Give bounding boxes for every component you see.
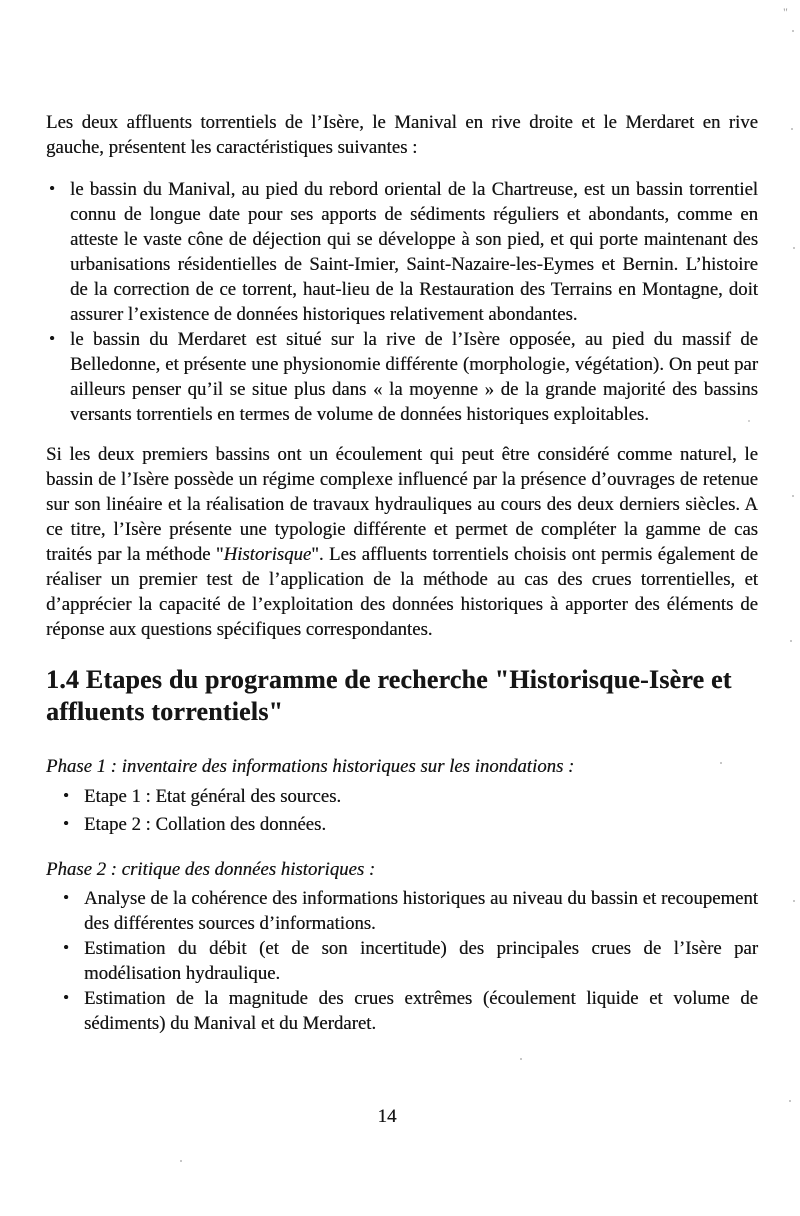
phase2-section bbox=[46, 857, 758, 1036]
scan-artifact-quote: " bbox=[783, 5, 788, 19]
section-heading-line2: affluents torrentiels" bbox=[46, 697, 284, 726]
phase1-step-list bbox=[46, 783, 758, 839]
scan-speck bbox=[789, 1100, 791, 1102]
scan-speck bbox=[520, 1058, 522, 1060]
step-text: Estimation de la magnitude des crues extrêmes (écoulement liquide et volume de sédiments) du Manival et du Merdaret. bbox=[84, 988, 758, 1034]
step-text: Estimation du débit (et de son incertitude) des principales crues de l’Isère par modélisation hydraulique. bbox=[84, 938, 758, 984]
list-item bbox=[46, 327, 758, 427]
scan-speck bbox=[748, 420, 750, 422]
bullet-icon: • bbox=[63, 938, 69, 957]
paragraph-text: ". Les affluents torrentiels choisis ont permis également de réaliser un premier test de l’application de la méthode au cas des crues torrentielles, et d’apprécier la capacité de l’exploitation des données historiques à apporter des éléments de réponse aux questions spécifiques correspondantes. bbox=[46, 544, 758, 640]
bullet-text-merdaret: le bassin du Merdaret est situé sur la rive de l’Isère opposée, au pied du massif de Belledonne, et présente une physionomie différente (morphologie, végétation). On peut par ailleurs penser qu’il se situe plus dans « la moyenne » de la grande majorité des bassins versants torrentiels en termes de volume de données historiques exploitables. bbox=[70, 329, 758, 425]
phase2-label: Phase 2 : critique des données historiques : bbox=[46, 859, 376, 880]
discussion-paragraph bbox=[46, 442, 758, 642]
step-text: Etape 2 : Collation des données. bbox=[84, 814, 327, 835]
intro-paragraph: Les deux affluents torrentiels de l’Isère, le Manival en rive droite et le Merdaret en rive gauche, présentent les caractéristiques suivantes : bbox=[46, 112, 758, 158]
scan-speck bbox=[793, 247, 795, 249]
paragraph-text: Si les deux premiers bassins ont un écoulement qui peut être considéré comme naturel, le bassin de l’Isère possède un régime complexe influencé par la présence d’ouvrages de retenue sur son linéaire et la réalisation de travaux hydrauliques au cours des deux derniers siècles. A ce titre, l’Isère présente une typologie différente et permet de compléter la gamme de cas traités par la méthode " bbox=[46, 444, 758, 565]
bullet-icon: • bbox=[63, 786, 69, 805]
bullet-icon: • bbox=[63, 814, 69, 833]
bullet-icon: • bbox=[49, 179, 55, 198]
scan-speck bbox=[792, 30, 794, 32]
list-item bbox=[46, 936, 758, 986]
scan-speck bbox=[720, 762, 722, 764]
section-heading bbox=[46, 664, 758, 728]
method-name-italic: Historisque bbox=[223, 544, 312, 565]
scan-speck bbox=[793, 900, 795, 902]
bullet-text-manival: le bassin du Manival, au pied du rebord oriental de la Chartreuse, est un bassin torrentiel connu de longue date pour ses apports de sédiments réguliers et abondants, comme en atteste le vaste cône de déjection qui se développe à son pied, et qui porte maintenant des urbanisations résidentielles de Saint-Imier, Saint-Nazaire-les-Eymes et Bernin. L’histoire de la correction de ce torrent, haut-lieu de la Restauration des Terrains en Montagne, doit assurer l’existence de données historiques relativement abondantes. bbox=[70, 179, 758, 325]
step-text: Etape 1 : Etat général des sources. bbox=[84, 786, 342, 807]
bullet-icon: • bbox=[63, 988, 69, 1007]
bullet-icon: • bbox=[49, 329, 55, 348]
phase2-step-list bbox=[46, 886, 758, 1036]
list-item bbox=[46, 986, 758, 1036]
scan-speck bbox=[180, 1160, 182, 1162]
list-item bbox=[46, 886, 758, 936]
basin-bullet-list bbox=[46, 177, 758, 427]
bullet-icon: • bbox=[63, 888, 69, 907]
list-item bbox=[46, 177, 758, 327]
phase1-section bbox=[46, 754, 758, 839]
section-heading-line1: 1.4 Etapes du programme de recherche "Historisque-Isère et bbox=[46, 665, 732, 694]
scan-speck bbox=[792, 495, 794, 497]
scan-speck bbox=[790, 640, 792, 642]
page-number: 14 bbox=[377, 1106, 397, 1127]
list-item bbox=[46, 783, 758, 811]
phase1-label: Phase 1 : inventaire des informations historiques sur les inondations : bbox=[46, 756, 575, 777]
scan-speck bbox=[791, 128, 793, 130]
list-item bbox=[46, 811, 758, 839]
step-text: Analyse de la cohérence des informations historiques au niveau du bassin et recoupement des différentes sources d’informations. bbox=[84, 888, 758, 934]
